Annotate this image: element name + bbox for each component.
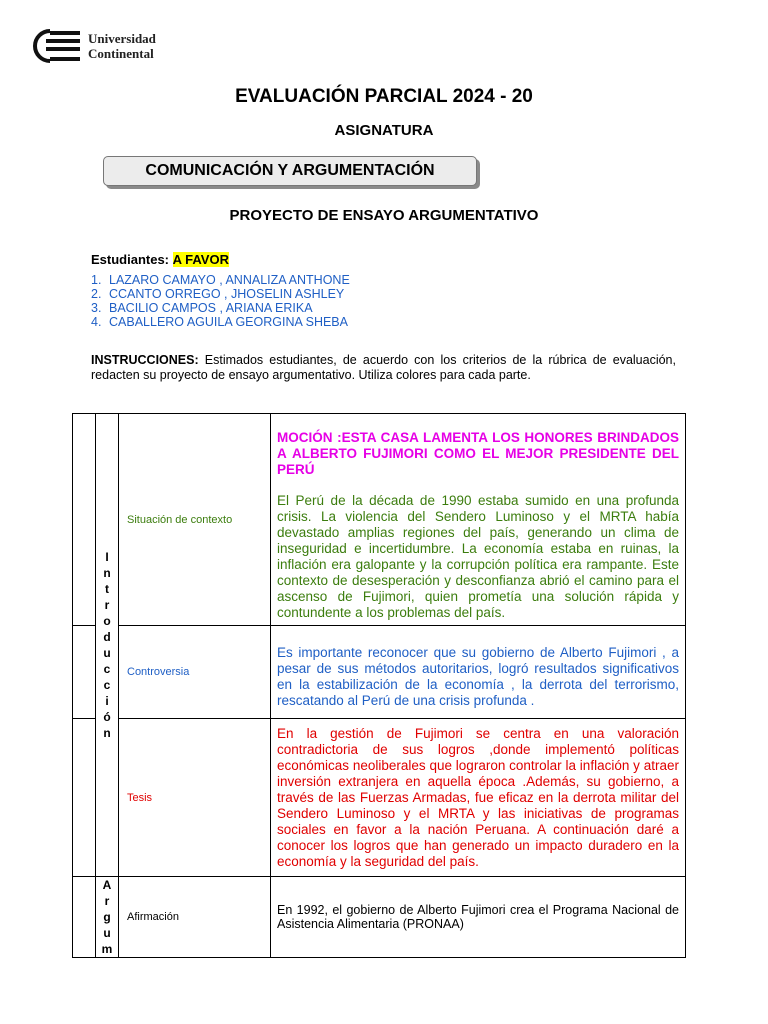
instructions-paragraph (91, 353, 676, 383)
section-letter: ó (103, 710, 111, 724)
section-letter: t (105, 582, 109, 596)
section-letter: m (101, 942, 113, 956)
section-letter: i (105, 694, 109, 708)
row-label-controversy: Controversia (119, 626, 271, 719)
position-badge: A FAVOR (172, 252, 229, 267)
section-letter: g (103, 910, 111, 924)
list-item: 2. CCANTO ORREGO , JHOSELIN ASHLEY (91, 287, 345, 301)
university-logo-icon (32, 28, 82, 64)
section-letter: d (103, 630, 111, 644)
table-row (73, 719, 686, 877)
table-row (73, 626, 686, 719)
section-letter: n (103, 566, 111, 580)
row-label-affirmation: Afirmación (119, 877, 271, 958)
instructions-text: Estimados estudiantes, de acuerdo con los criterios de la rúbrica de evaluación, redacten su proyecto de ensayo argumentativo. Utiliza colores para cada parte. (91, 353, 676, 382)
table-row (73, 877, 686, 958)
section-letter: r (104, 894, 110, 908)
page-title: EVALUACIÓN PARCIAL 2024 - 20 (235, 86, 533, 107)
university-name: Universidad Continental (88, 31, 156, 61)
affirmation-text: En 1992, el gobierno de Alberto Fujimori crea el Programa Nacional de Asistencia Alimentaria (PRONAA) (271, 877, 686, 958)
list-item: 1. LAZARO CAMAYO , ANNALIZA ANTHONE (91, 273, 350, 287)
table-row (73, 414, 686, 626)
section-argumentacion (96, 877, 119, 958)
list-item: 4. CABALLERO AGUILA GEORGINA SHEBA (91, 315, 348, 329)
context-text: El Perú de la década de 1990 estaba sumido en una profunda crisis. La violencia del Sendero Luminoso y el MRTA había devastado amplias regiones del país, generando un clima de inseguridad e incertidumbre. La economía estaba en ruinas, la inflación era galopante y la corrupción política era rampante. Este contexto de desesperación y desconfianza abrió el camino para el ascenso de Fujimori, quien prometía una solución rápida y contundente a los problemas del país. (277, 493, 679, 620)
controversy-text: Es importante reconocer que su gobierno de Alberto Fujimori , a pesar de sus métodos autoritarios, logró resultados significativos en la estabilización de la economía , la derrota del terrorismo, rescatando al Perú de una crisis profunda . (271, 626, 686, 719)
section-introduccion (96, 414, 119, 877)
student-list (91, 273, 350, 329)
subject-label: ASIGNATURA (334, 122, 434, 139)
list-item: 3. BACILIO CAMPOS , ARIANA ERIKA (91, 301, 313, 315)
students-heading (91, 252, 229, 267)
row-label-context: Situación de contexto (119, 414, 271, 626)
project-title: PROYECTO DE ENSAYO ARGUMENTATIVO (229, 207, 539, 224)
section-letter: I (105, 550, 109, 564)
context-cell (271, 414, 686, 626)
section-letter: o (103, 614, 111, 628)
section-letter: u (103, 646, 111, 660)
subject-name-box: COMUNICACIÓN Y ARGUMENTACIÓN (103, 156, 477, 186)
essay-table (72, 413, 686, 958)
university-logo (32, 28, 156, 64)
students-label: Estudiantes: (91, 252, 170, 267)
row-label-thesis: Tesis (119, 719, 271, 877)
section-letter: c (103, 678, 111, 692)
thesis-text: En la gestión de Fujimori se centra en una valoración contradictoria de sus logros ,donde implementó políticas económicas neoliberales que lograron controlar la inflación y atraer inversión extranjera en aquella época .Además, su gobierno, a través de las Fuerzas Armadas, fue eficaz en la derrota militar del Sendero Luminoso y el MRTA y las iniciativas de programas sociales en favor a la nación Peruana. A continuación daré a conocer los logros que han generado un impacto duradero en la economía y la seguridad del país. (271, 719, 686, 877)
section-letter: r (104, 598, 110, 612)
section-letter: c (103, 662, 111, 676)
motion-text: MOCIÓN :ESTA CASA LAMENTA LOS HONORES BRINDADOS A ALBERTO FUJIMORI COMO EL MEJOR PRESIDENTE DEL PERÚ (277, 430, 679, 477)
section-letter: n (103, 726, 111, 740)
section-letter: A (102, 878, 112, 892)
instructions-label: INSTRUCCIONES: (91, 353, 199, 367)
section-letter: u (103, 926, 111, 940)
